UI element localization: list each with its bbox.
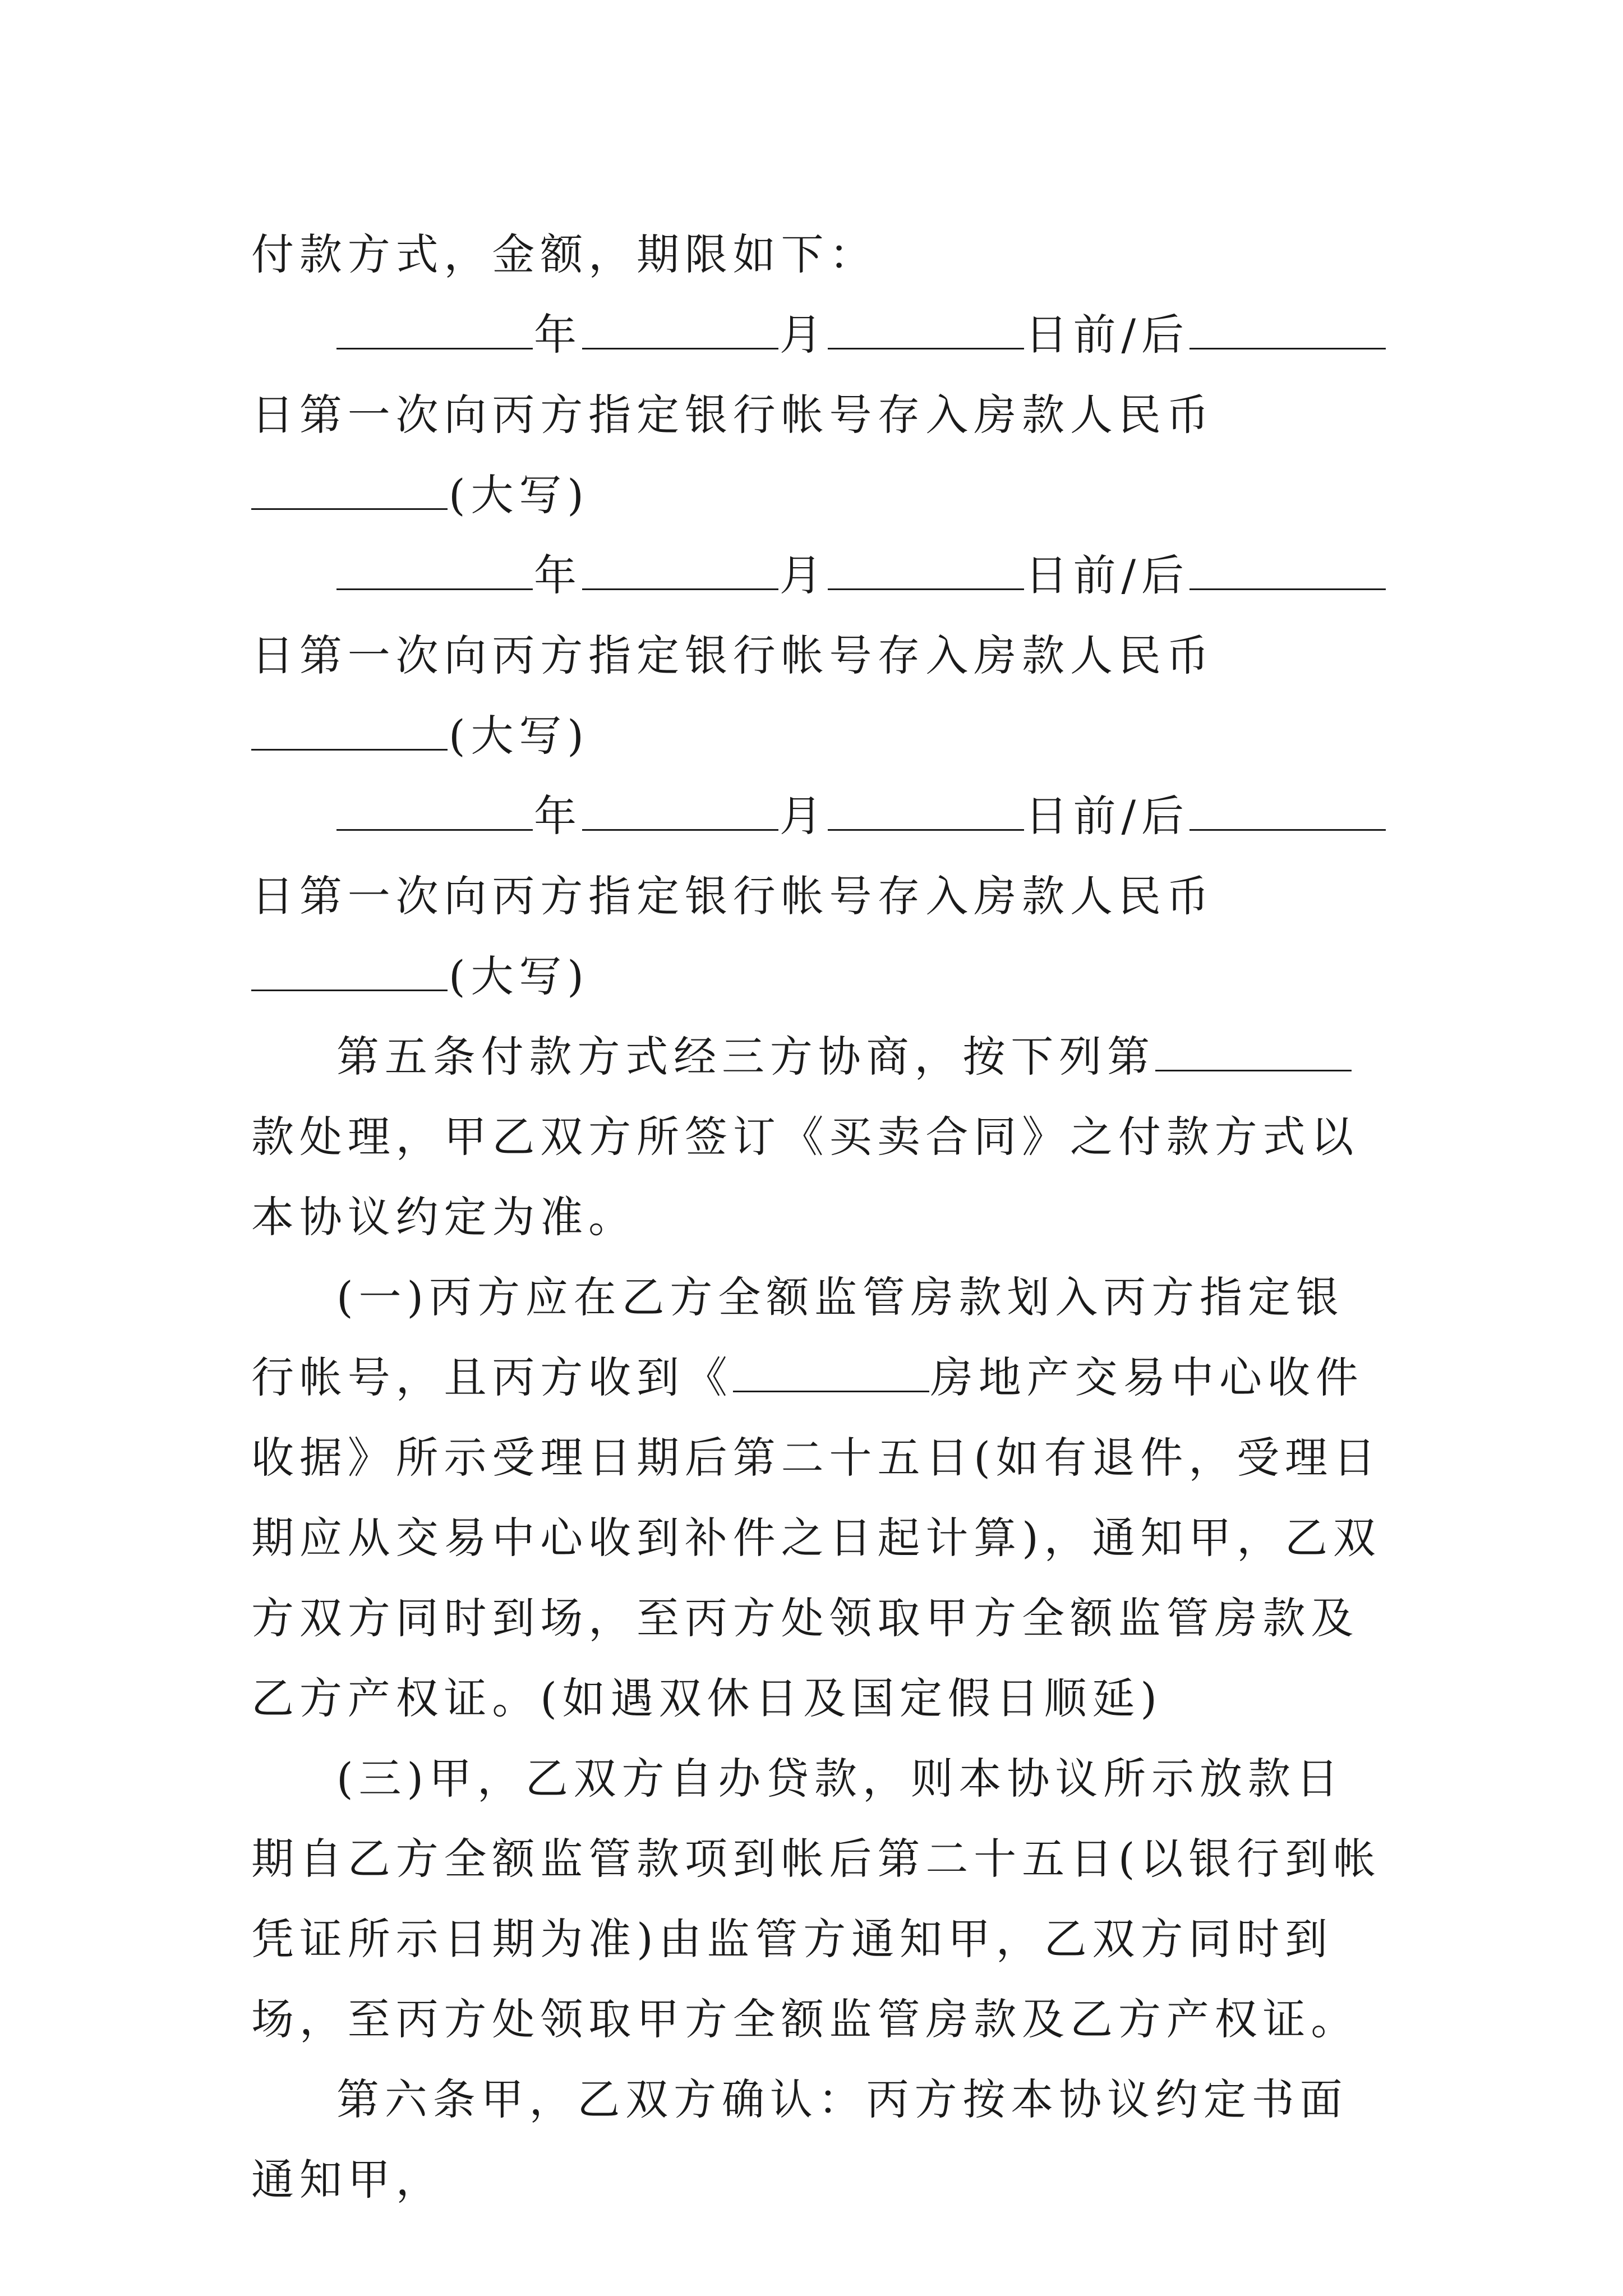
day-label: 日前/后 bbox=[1025, 310, 1189, 360]
clause-1 bbox=[251, 1257, 1390, 1738]
blank-year bbox=[336, 791, 533, 831]
blank-days bbox=[1189, 550, 1386, 590]
blank-year bbox=[336, 550, 533, 590]
clause-3: (三)甲，乙双方自办贷款，则本协议所示放款日期自乙方全额监管款项到帐后第二十五日(以银行到帐凭证所示日期为准)由监管方通知甲，乙双方同时到场，至丙方处领取甲方全额监管房款及乙方产权证。 bbox=[251, 1754, 1381, 2044]
article-5-part2: 款处理，甲乙双方所签订《买卖合同》之付款方式以本协议约定为准。 bbox=[251, 1112, 1359, 1242]
blank-year bbox=[336, 310, 533, 349]
year-label: 年 bbox=[534, 550, 582, 600]
year-label: 年 bbox=[534, 791, 582, 841]
blank-month bbox=[582, 791, 778, 831]
document-body bbox=[251, 214, 1390, 2220]
blank-amount bbox=[251, 470, 448, 510]
blank-month bbox=[582, 550, 778, 590]
blank-amount bbox=[251, 951, 448, 991]
blank-amount bbox=[251, 711, 448, 751]
intro-line: 付款方式，金额，期限如下： bbox=[251, 229, 878, 279]
installment-text: 日第一次向丙方指定银行帐号存入房款人民币 bbox=[251, 631, 1215, 680]
blank-day bbox=[828, 550, 1024, 590]
article-5 bbox=[251, 1016, 1390, 1257]
installment-text: 日第一次向丙方指定银行帐号存入房款人民币 bbox=[251, 390, 1215, 440]
blank-day bbox=[828, 310, 1024, 349]
day-label: 日前/后 bbox=[1025, 550, 1189, 600]
installment-1 bbox=[251, 295, 1390, 535]
year-label: 年 bbox=[534, 310, 582, 360]
day-label: 日前/后 bbox=[1025, 791, 1189, 841]
article-5-part1: 第五条付款方式经三方协商，按下列第 bbox=[336, 1032, 1155, 1082]
month-label: 月 bbox=[779, 310, 828, 360]
installment-3 bbox=[251, 776, 1390, 1016]
month-label: 月 bbox=[779, 550, 828, 600]
installment-text: 日第一次向丙方指定银行帐号存入房款人民币 bbox=[251, 871, 1215, 921]
blank-item-number bbox=[1155, 1032, 1352, 1071]
blank-month bbox=[582, 310, 778, 349]
clause-1-part1: (一)丙方应在乙方全额监管房款划入丙方指定银行帐号，且丙方收到《 bbox=[251, 1272, 1344, 1402]
installment-2 bbox=[251, 535, 1390, 776]
month-label: 月 bbox=[779, 791, 828, 841]
blank-days bbox=[1189, 310, 1386, 349]
capital-note: (大写) bbox=[449, 470, 589, 520]
clause-1-part2: 房地产交易中心收件收据》所示受理日期后第二十五日(如有退件，受理日期应从交易中心收到补件之日起计算)，通知甲，乙双方双方同时到场，至丙方处领取甲方全额监管房款及乙方产权证。(如遇双休日及国定假日顺延) bbox=[251, 1352, 1381, 1723]
blank-day bbox=[828, 791, 1024, 831]
capital-note: (大写) bbox=[449, 711, 589, 761]
blank-days bbox=[1189, 791, 1386, 831]
capital-note: (大写) bbox=[449, 951, 589, 1001]
blank-city bbox=[733, 1352, 929, 1392]
article-6: 第六条甲，乙双方确认：丙方按本协议约定书面通知甲， bbox=[251, 2074, 1348, 2205]
